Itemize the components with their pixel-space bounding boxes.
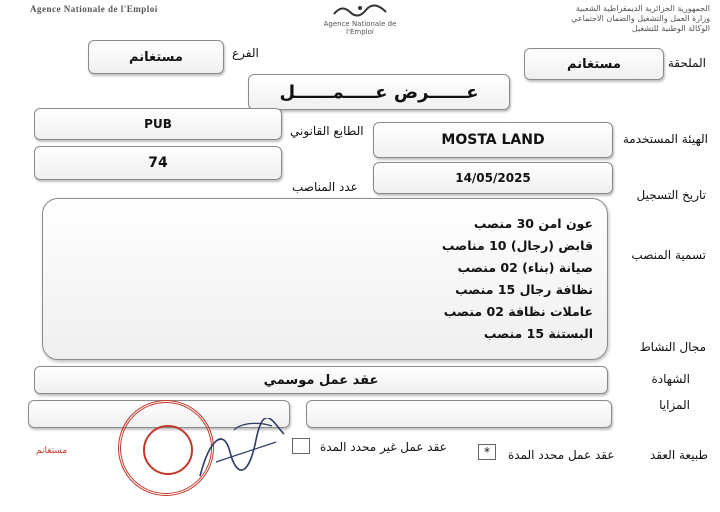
posts-count-label: عدد المناصب bbox=[292, 180, 358, 194]
post-item: عون امن 30 منصب bbox=[473, 216, 593, 231]
annex-field bbox=[524, 48, 664, 80]
post-item: البستنة 15 منصب bbox=[483, 326, 593, 341]
posts-box bbox=[42, 198, 608, 360]
branch-field bbox=[88, 40, 224, 74]
stamp-emblem bbox=[143, 425, 193, 475]
branch-label: الفرع bbox=[232, 46, 259, 60]
post-item: نظافة رجال 15 منصب bbox=[455, 282, 593, 297]
post-item: قابض (رجال) 10 مناصب bbox=[441, 238, 593, 253]
post-item: عاملات نظافة 02 منصب bbox=[443, 304, 593, 319]
ministry-line-2: وزارة العمل والتشغيل والضمان الاجتماعي bbox=[571, 14, 710, 23]
ministry-line-1: الجمهورية الجزائرية الديمقراطية الشعبية bbox=[575, 4, 710, 13]
branch-value: مستغانم bbox=[129, 49, 183, 65]
contract-fixed-checkbox: * bbox=[478, 444, 496, 460]
form-title-text: عــــــرض عـــــمــــــل bbox=[279, 81, 479, 103]
agency-logo bbox=[312, 2, 408, 36]
posts-count-field bbox=[34, 146, 282, 180]
employer-label: الهيئة المستخدمة bbox=[622, 132, 708, 146]
logo-caption: Agence Nationale de l'Emploi bbox=[323, 20, 397, 36]
activity-field-label: مجال النشاط bbox=[639, 340, 706, 354]
signature-icon bbox=[190, 418, 290, 488]
registration-date-field bbox=[373, 162, 613, 194]
certificate-value: عقد عمل موسمي bbox=[263, 372, 379, 388]
legal-form-label: الطابع القانوني bbox=[290, 124, 364, 138]
registration-date-label: تاريخ التسجيل bbox=[636, 188, 706, 202]
contract-open-checkbox bbox=[292, 438, 310, 454]
agency-header-fr: Agence Nationale de l'Emploi bbox=[30, 4, 158, 14]
annex-value: مستغانم bbox=[567, 56, 621, 72]
employer-field bbox=[373, 122, 613, 158]
contract-open-label: عقد عمل غير محدد المدة bbox=[320, 440, 447, 454]
employer-value: MOSTA LAND bbox=[441, 132, 545, 148]
ministry-line-3: الوكالة الوطنية للتشغيل bbox=[631, 24, 710, 33]
form-title bbox=[248, 74, 510, 110]
registration-date-value: 14/05/2025 bbox=[455, 171, 531, 185]
posts-list bbox=[442, 213, 593, 345]
certificate-field bbox=[34, 366, 608, 394]
benefits-label: المزايا bbox=[659, 398, 690, 412]
ministry-header bbox=[571, 4, 710, 34]
certificate-label: الشهادة bbox=[651, 372, 690, 386]
post-item: صيانة (بناء) 02 منصب bbox=[457, 260, 593, 275]
annex-label: الملحقة bbox=[667, 56, 706, 70]
post-title-label: تسمية المنصب bbox=[631, 248, 706, 262]
contract-fixed-label: عقد عمل محدد المدة bbox=[508, 448, 615, 462]
contract-nature-label: طبيعة العقد bbox=[650, 448, 708, 462]
benefits-field-right bbox=[306, 400, 612, 428]
legal-form-field bbox=[34, 108, 282, 140]
logo-icon bbox=[330, 2, 390, 18]
legal-form-value: PUB bbox=[144, 117, 172, 131]
posts-count-value: 74 bbox=[148, 155, 168, 171]
stamp-text: مستغانم bbox=[36, 446, 68, 456]
